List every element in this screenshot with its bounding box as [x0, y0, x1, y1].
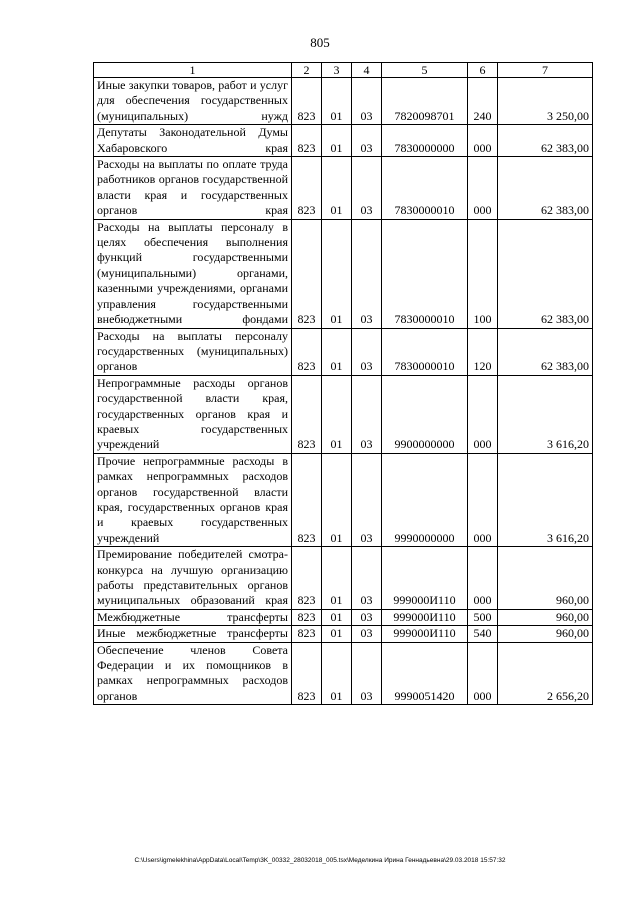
- cell-rz: 01: [322, 626, 352, 642]
- cell-sum: 62 383,00: [498, 328, 593, 375]
- cell-ved: 823: [292, 642, 322, 705]
- cell-name: Расходы на выплаты персоналу в целях обеспечения выполнения функций государственными (муниципальными) органами, казенными учреждениями, органами управления государственными внебюджетными фондами: [94, 219, 292, 328]
- table-row: [94, 125, 593, 157]
- header-col-1: 1: [94, 63, 292, 78]
- cell-rz: 01: [322, 547, 352, 610]
- cell-csr: 9990051420: [382, 642, 468, 705]
- cell-csr: 9990000000: [382, 453, 468, 546]
- cell-ved: 823: [292, 626, 322, 642]
- cell-name: Прочие непрограммные расходы в рамках непрограммных расходов органов государственной власти края, государственных органов края и краевых государственных учреждений: [94, 453, 292, 546]
- cell-vr: 000: [468, 125, 498, 157]
- table-row: [94, 453, 593, 546]
- cell-vr: 000: [468, 375, 498, 453]
- cell-csr: 999000И110: [382, 547, 468, 610]
- cell-pr: 03: [352, 157, 382, 220]
- cell-sum: 62 383,00: [498, 219, 593, 328]
- cell-ved: 823: [292, 453, 322, 546]
- cell-sum: 960,00: [498, 547, 593, 610]
- cell-sum: 2 656,20: [498, 642, 593, 705]
- cell-csr: 999000И110: [382, 609, 468, 625]
- header-col-3: 3: [322, 63, 352, 78]
- table-row: [94, 609, 593, 625]
- cell-pr: 03: [352, 453, 382, 546]
- cell-pr: 03: [352, 125, 382, 157]
- table-row: [94, 78, 593, 125]
- cell-name: Обеспечение членов Совета Федерации и их помощников в рамках непрограммных расходов органов: [94, 642, 292, 705]
- cell-sum: 3 616,20: [498, 375, 593, 453]
- cell-csr: 999000И110: [382, 626, 468, 642]
- cell-ved: 823: [292, 547, 322, 610]
- table-row: [94, 547, 593, 610]
- cell-vr: 000: [468, 642, 498, 705]
- cell-name: Иные межбюджетные трансферты: [94, 626, 292, 642]
- cell-sum: 62 383,00: [498, 125, 593, 157]
- cell-pr: 03: [352, 547, 382, 610]
- cell-ved: 823: [292, 157, 322, 220]
- cell-pr: 03: [352, 219, 382, 328]
- table-row: [94, 642, 593, 705]
- cell-csr: 9900000000: [382, 375, 468, 453]
- cell-rz: 01: [322, 453, 352, 546]
- cell-pr: 03: [352, 642, 382, 705]
- cell-rz: 01: [322, 375, 352, 453]
- cell-vr: 540: [468, 626, 498, 642]
- page-number: 805: [310, 35, 330, 50]
- cell-rz: 01: [322, 78, 352, 125]
- cell-pr: 03: [352, 626, 382, 642]
- cell-csr: 7830000000: [382, 125, 468, 157]
- cell-ved: 823: [292, 78, 322, 125]
- cell-vr: 100: [468, 219, 498, 328]
- cell-vr: 120: [468, 328, 498, 375]
- cell-vr: 000: [468, 157, 498, 220]
- cell-sum: 960,00: [498, 609, 593, 625]
- cell-ved: 823: [292, 219, 322, 328]
- cell-ved: 823: [292, 328, 322, 375]
- footer-path: C:\Users\igmelekhina\AppData\Local\Temp\3K_00332_28032018_005.tsx\Меделкина Ирина Геннадьевна\29.03.2018 15:57:32: [134, 857, 506, 864]
- cell-sum: 960,00: [498, 626, 593, 642]
- header-col-6: 6: [468, 63, 498, 78]
- table-row: [94, 375, 593, 453]
- cell-pr: 03: [352, 375, 382, 453]
- cell-name: Непрограммные расходы органов государственной власти края, государственных органов края и краевых государственных учреждений: [94, 375, 292, 453]
- cell-sum: 62 383,00: [498, 157, 593, 220]
- cell-pr: 03: [352, 328, 382, 375]
- cell-ved: 823: [292, 609, 322, 625]
- cell-vr: 500: [468, 609, 498, 625]
- cell-name: Расходы на выплаты по оплате труда работников органов государственной власти края и государственных органов края: [94, 157, 292, 220]
- table-row: [94, 328, 593, 375]
- cell-ved: 823: [292, 125, 322, 157]
- table-row: [94, 157, 593, 220]
- cell-csr: 7830000010: [382, 157, 468, 220]
- header-col-4: 4: [352, 63, 382, 78]
- cell-csr: 7830000010: [382, 328, 468, 375]
- cell-rz: 01: [322, 609, 352, 625]
- cell-sum: 3 616,20: [498, 453, 593, 546]
- cell-vr: 240: [468, 78, 498, 125]
- cell-vr: 000: [468, 453, 498, 546]
- cell-csr: 7830000010: [382, 219, 468, 328]
- header-row: [94, 63, 593, 78]
- cell-name: Иные закупки товаров, работ и услуг для обеспечения государственных (муниципальных) нужд: [94, 78, 292, 125]
- header-col-2: 2: [292, 63, 322, 78]
- header-col-5: 5: [382, 63, 468, 78]
- table-row: [94, 626, 593, 642]
- cell-name: Расходы на выплаты персоналу государственных (муниципальных) органов: [94, 328, 292, 375]
- cell-pr: 03: [352, 78, 382, 125]
- budget-table: [93, 62, 593, 705]
- table-row: [94, 219, 593, 328]
- cell-vr: 000: [468, 547, 498, 610]
- cell-rz: 01: [322, 219, 352, 328]
- cell-name: Депутаты Законодательной Думы Хабаровского края: [94, 125, 292, 157]
- cell-rz: 01: [322, 328, 352, 375]
- cell-rz: 01: [322, 125, 352, 157]
- cell-pr: 03: [352, 609, 382, 625]
- cell-sum: 3 250,00: [498, 78, 593, 125]
- cell-name: Межбюджетные трансферты: [94, 609, 292, 625]
- cell-rz: 01: [322, 642, 352, 705]
- cell-rz: 01: [322, 157, 352, 220]
- cell-ved: 823: [292, 375, 322, 453]
- header-col-7: 7: [498, 63, 593, 78]
- cell-csr: 7820098701: [382, 78, 468, 125]
- cell-name: Премирование победителей смотра-конкурса на лучшую организацию работы представительных органов муниципальных образований края: [94, 547, 292, 610]
